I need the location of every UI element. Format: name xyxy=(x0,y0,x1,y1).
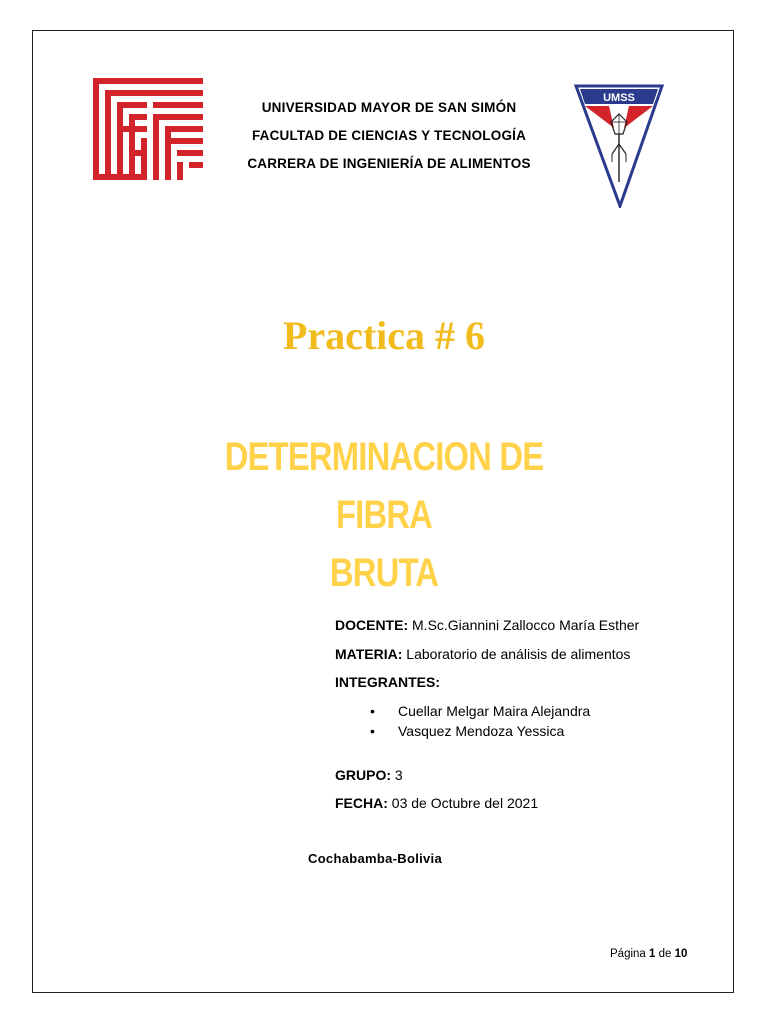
list-item xyxy=(370,701,590,721)
docente-value: M.Sc.Giannini Zallocco María Esther xyxy=(408,617,640,633)
integrantes-label: INTEGRANTES: xyxy=(335,674,440,690)
institution-header xyxy=(200,94,578,178)
document-title-line2: BRUTA xyxy=(329,551,439,595)
materia-value: Laboratorio de análisis de alimentos xyxy=(402,646,631,662)
bullet-icon: • xyxy=(370,723,375,739)
de-label: de xyxy=(655,948,675,960)
docente-label: DOCENTE: xyxy=(335,617,409,633)
fcyt-logo xyxy=(93,78,203,180)
career-name: CARRERA DE INGENIERÍA DE ALIMENTOS xyxy=(247,156,531,171)
university-name: UNIVERSIDAD MAYOR DE SAN SIMÓN xyxy=(261,100,517,115)
page-number: 1 xyxy=(649,948,656,960)
page-total: 10 xyxy=(674,948,688,960)
city-location: Cochabamba-Bolivia xyxy=(308,851,442,866)
integrante-name: Vasquez Mendoza Yessica xyxy=(398,723,565,739)
bullet-icon: • xyxy=(370,703,375,719)
grupo-value: 3 xyxy=(391,767,403,783)
page-footer xyxy=(610,948,687,960)
umss-logo xyxy=(574,82,664,208)
list-item xyxy=(370,721,590,741)
pagina-label: Página xyxy=(610,948,650,960)
integrantes-line xyxy=(335,674,440,690)
document-title-line1: DETERMINACION DE FIBRA xyxy=(224,435,544,537)
materia-line xyxy=(335,646,630,662)
integrante-name: Cuellar Melgar Maira Alejandra xyxy=(398,703,591,719)
fecha-label: FECHA: xyxy=(335,795,388,811)
materia-label: MATERIA: xyxy=(335,646,403,662)
document-title xyxy=(179,428,589,602)
grupo-label: GRUPO: xyxy=(335,767,391,783)
umss-logo-text: UMSS xyxy=(603,92,635,104)
practice-title: Practica # 6 xyxy=(282,313,486,358)
integrantes-list xyxy=(370,701,590,741)
fecha-value: 03 de Octubre del 2021 xyxy=(387,795,539,811)
docente-line xyxy=(335,617,639,633)
grupo-line xyxy=(335,767,403,783)
faculty-name: FACULTAD DE CIENCIAS Y TECNOLOGÍA xyxy=(251,128,527,143)
fecha-line xyxy=(335,795,538,811)
